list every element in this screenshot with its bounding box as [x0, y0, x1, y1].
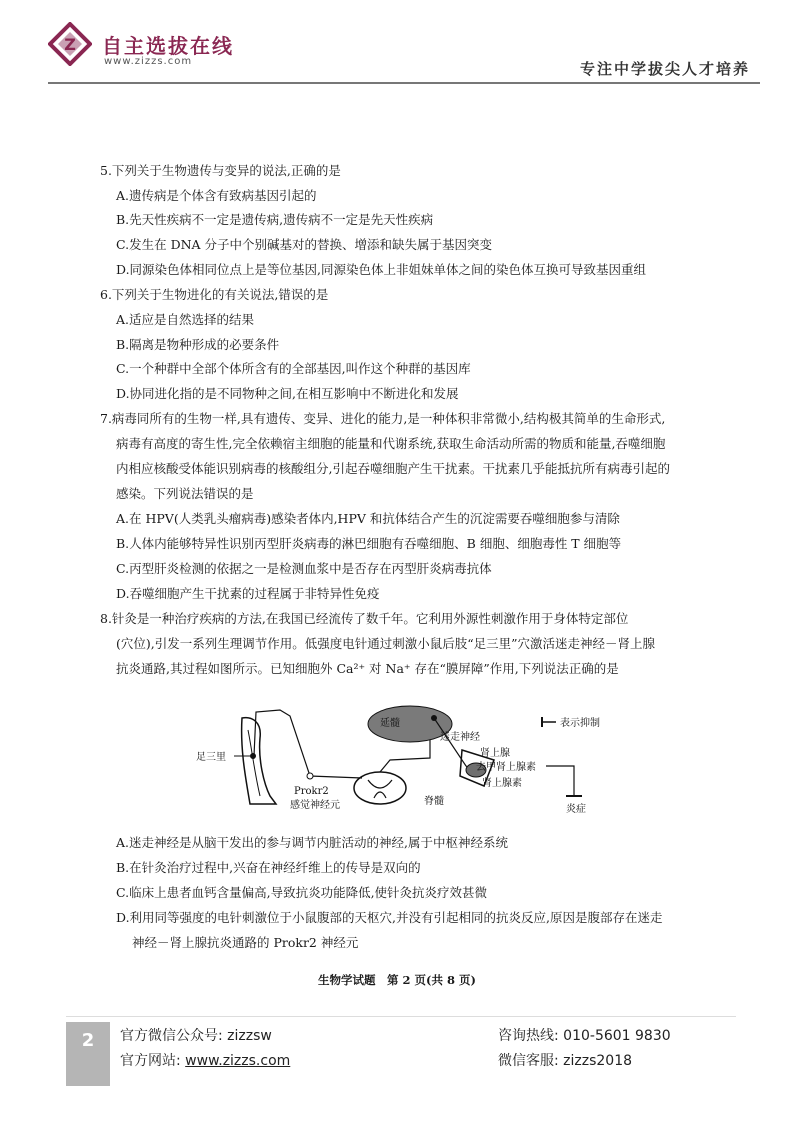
svg-text:Z: Z [64, 35, 76, 54]
question-7-option-a: A.在 HPV(人类乳头瘤病毒)感染者体内,HPV 和抗体结合产生的沉淀需要吞噬细胞参与清除 [116, 511, 620, 526]
label-adrenal: 肾上腺 [480, 748, 510, 759]
question-5-option-b: B.先天性疾病不一定是遗传病,遗传病不一定是先天性疾病 [116, 212, 434, 227]
ascending-pathway-line [380, 738, 430, 772]
question-5-option-a: A.遗传病是个体含有致病基因引起的 [116, 188, 317, 203]
question-5-option-d: D.同源染色体相同位点上是等位基因,同源染色体上非姐妹单体之间的染色体互换可导致基因重组 [116, 262, 647, 277]
label-medulla: 延髓 [380, 718, 400, 729]
question-8-option-d-line-1: D.利用同等强度的电针刺激位于小鼠腹部的天枢穴,并没有引起相同的抗炎反应,原因是腹部存在迷走 [116, 910, 663, 925]
question-7-stem-line-2: 病毒有高度的寄生性,完全依赖宿主细胞的能量和代谢系统,获取生命活动所需的物质和能量,吞噬细胞 [116, 436, 666, 451]
question-7-stem-line-4: 感染。下列说法错误的是 [116, 486, 254, 501]
question-6-option-b: B.隔离是物种形成的必要条件 [116, 337, 280, 352]
label-vagus: 迷走神经 [440, 732, 480, 743]
footer-wechat-service: 微信客服: zizzs2018 [498, 1053, 633, 1069]
question-7-option-d: D.吞噬细胞产生干扰素的过程属于非特异性免疫 [116, 586, 380, 601]
question-7-stem-line-3: 内相应核酸受体能识别病毒的核酸组分,引起吞噬细胞产生干扰素。干扰素几乎能抵抗所有病毒引起的 [116, 461, 670, 476]
label-legend: 表示抑制 [560, 718, 600, 729]
exam-page-label: 生物学试题 第 2 页(共 8 页) [318, 973, 476, 987]
page-number-badge [66, 1022, 110, 1086]
label-spinal-cord: 脊髓 [424, 796, 444, 807]
label-inflammation: 炎症 [566, 804, 586, 815]
prokr2-soma-dot [307, 773, 313, 779]
question-5-option-c: C.发生在 DNA 分子中个别碱基对的替换、增添和缺失属于基因突变 [116, 237, 493, 252]
hindlimb-inner-line [248, 730, 260, 796]
question-7-option-c: C.丙型肝炎检测的依据之一是检测血浆中是否存在丙型肝炎病毒抗体 [116, 561, 492, 576]
footer-website-label: 官方网站: [120, 1053, 186, 1069]
question-8-stem-line-3: 抗炎通路,其过程如图所示。已知细胞外 Ca²⁺ 对 Na⁺ 存在“膜屏障”作用,下列说法正确的是 [116, 661, 619, 676]
brand-logo [48, 22, 92, 66]
sensory-pathway-line [254, 710, 362, 778]
footer-wechat-account: 官方微信公众号: zizzsw [120, 1028, 272, 1044]
header-slogan: 专注中学拔尖人才培养 [580, 60, 751, 78]
question-6-option-c: C.一个种群中全部个体所含有的全部基因,叫作这个种群的基因库 [116, 361, 471, 376]
question-8-option-c: C.临床上患者血钙含量偏高,导致抗炎功能降低,使针灸抗炎疗效甚微 [116, 885, 488, 900]
label-epinephrine: 肾上腺素 [482, 778, 522, 789]
acupuncture-pathway-diagram [190, 700, 650, 830]
label-norepinephrine: 去甲肾上腺素 [476, 762, 536, 773]
label-prokr2: Prokr2 [294, 786, 329, 797]
question-8-option-a: A.迷走神经是从脑干发出的参与调节内脏活动的神经,属于中枢神经系统 [116, 835, 508, 850]
brand-url[interactable]: www.zizzs.com [104, 56, 193, 67]
zusanli-point-dot [250, 753, 256, 759]
label-zusanli: 足三里 [196, 752, 226, 763]
label-sensory-neuron: 感觉神经元 [290, 800, 340, 811]
brand-name: 自主选拔在线 [102, 34, 234, 58]
question-5-stem: 5.下列关于生物遗传与变异的说法,正确的是 [100, 163, 341, 178]
question-8-stem-line-1: 8.针灸是一种治疗疾病的方法,在我国已经流传了数千年。它利用外源性刺激作用于身体特定部位 [100, 611, 629, 626]
question-8-stem-line-2: (穴位),引发一系列生理调节作用。低强度电针通过刺激小鼠后肢“足三里”穴激活迷走神经－肾上腺 [116, 636, 656, 651]
question-7-option-b: B.人体内能够特异性识别丙型肝炎病毒的淋巴细胞有吞噬细胞、B 细胞、细胞毒性 T 细胞等 [116, 536, 622, 551]
inhibition-line [546, 766, 574, 796]
page-number: 2 [81, 1030, 95, 1051]
footer-website [120, 1050, 290, 1070]
footer-divider [66, 1016, 736, 1017]
question-7-stem-line-1: 7.病毒同所有的生物一样,具有遗传、变异、进化的能力,是一种体积非常微小,结构极其简单的生命形式, [100, 411, 666, 426]
question-6-option-d: D.协同进化指的是不同物种之间,在相互影响中不断进化和发展 [116, 386, 459, 401]
spinal-cord-grey-matter [368, 780, 392, 798]
question-8-option-b: B.在针灸治疗过程中,兴奋在神经纤维上的传导是双向的 [116, 860, 421, 875]
header-divider [48, 82, 760, 84]
question-8-option-d-line-2: 神经－肾上腺抗炎通路的 Prokr2 神经元 [132, 935, 359, 950]
question-6-stem: 6.下列关于生物进化的有关说法,错误的是 [100, 287, 329, 302]
footer-hotline: 咨询热线: 010-5601 9830 [498, 1028, 671, 1044]
footer-website-link[interactable]: www.zizzs.com [185, 1053, 291, 1069]
question-6-option-a: A.适应是自然选择的结果 [116, 312, 255, 327]
